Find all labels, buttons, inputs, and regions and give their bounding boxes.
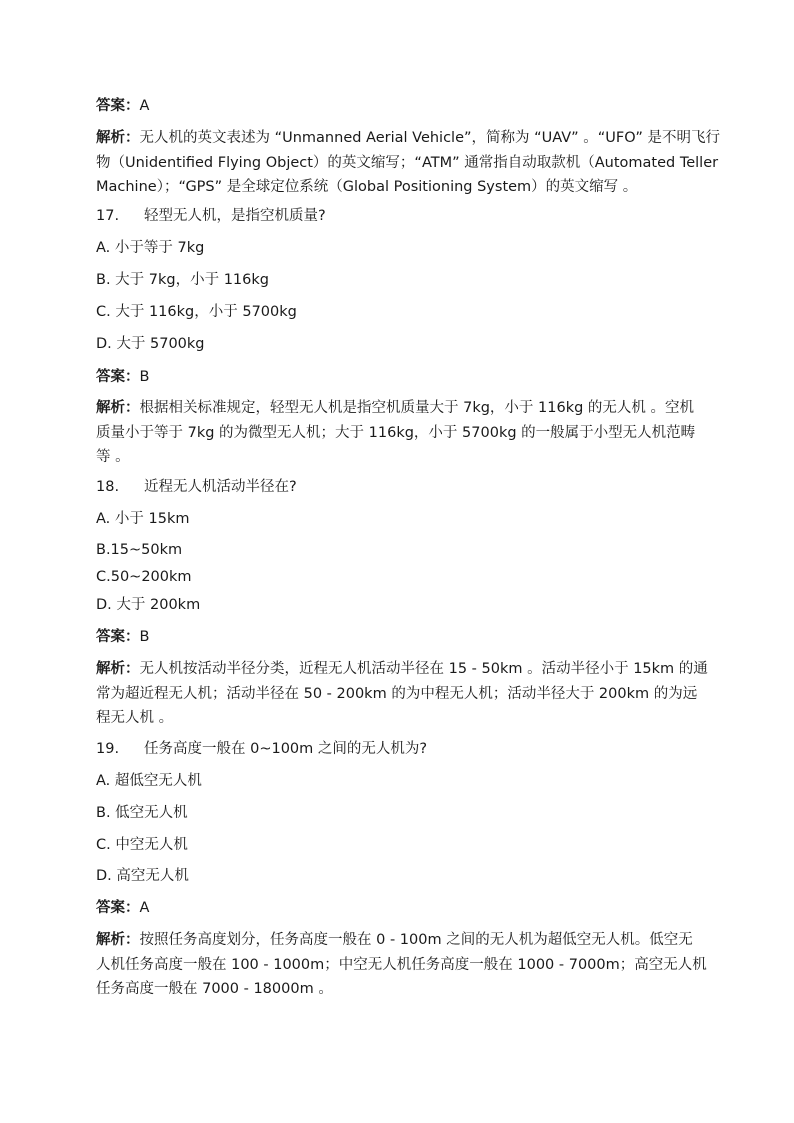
- option-d: D. 大于 200km: [96, 597, 201, 613]
- option-b: B. 大于 7kg，小于 116kg: [96, 272, 269, 288]
- analysis-line: 解析：无人机按活动半径分类，近程无人机活动半径在 15 - 50km 。活动半径小于 15km 的通: [96, 661, 708, 677]
- option-b: B. 低空无人机: [96, 805, 188, 821]
- answer-line: 答案：B: [96, 629, 150, 645]
- analysis-line: 任务高度一般在 7000 - 18000m 。: [96, 981, 333, 997]
- analysis-block: [96, 657, 708, 731]
- answer-value: B: [139, 369, 150, 385]
- question-number: 19.: [96, 741, 120, 757]
- option-d: D. 高空无人机: [96, 868, 189, 884]
- analysis-label: 解析: [96, 661, 125, 677]
- question-number: 17.: [96, 208, 120, 224]
- option-c: C.50~200km: [96, 569, 192, 585]
- analysis-block: [96, 396, 695, 470]
- answer-value: A: [139, 900, 150, 916]
- answer-value: B: [139, 629, 150, 645]
- analysis-line: 解析：根据相关标准规定，轻型无人机是指空机质量大于 7kg，小于 116kg 的无人机 。空机: [96, 400, 695, 416]
- option-a: A. 超低空无人机: [96, 773, 202, 789]
- answer-line: 答案：A: [96, 98, 150, 114]
- analysis-line: 人机任务高度一般在 100 - 1000m；中空无人机任务高度一般在 1000 - 7000m；高空无人机: [96, 956, 707, 973]
- question-19: [96, 737, 427, 762]
- answer-label: 答案: [96, 900, 125, 916]
- question-18: [96, 475, 297, 500]
- answer-label: 答案: [96, 629, 125, 645]
- analysis-label: 解析: [96, 130, 125, 146]
- option-b: B.15~50km: [96, 542, 183, 558]
- option-d: D. 大于 5700kg: [96, 336, 205, 352]
- analysis-block: [96, 126, 720, 200]
- analysis-line: 解析：无人机的英文表述为 “Unmanned Aerial Vehicle”，简称为 “UAV” 。“UFO” 是不明飞行: [96, 130, 721, 146]
- analysis-line: 质量小于等于 7kg 的为微型无人机；大于 116kg，小于 5700kg 的一般属于小型无人机范畴: [96, 424, 696, 441]
- analysis-label: 解析: [96, 932, 125, 948]
- option-a: A. 小于 15km: [96, 511, 190, 527]
- analysis-line: 等 。: [96, 449, 130, 465]
- answer-line: 答案：B: [96, 369, 150, 385]
- analysis-line: Machine）；“GPS” 是全球定位系统（Global Positioning System）的英文缩写 。: [96, 179, 638, 195]
- answer-value: A: [139, 98, 150, 114]
- question-text: 近程无人机活动半径在?: [144, 479, 297, 495]
- answer-label: 答案: [96, 98, 125, 114]
- option-a: A. 小于等于 7kg: [96, 240, 205, 256]
- question-number: 18.: [96, 479, 120, 495]
- analysis-line: 常为超近程无人机；活动半径在 50 - 200km 的为中程无人机；活动半径大于 200km 的为远: [96, 685, 698, 702]
- question-text: 轻型无人机，是指空机质量?: [144, 208, 326, 224]
- analysis-line: 解析：按照任务高度划分，任务高度一般在 0 - 100m 之间的无人机为超低空无人机。低空无: [96, 932, 693, 948]
- analysis-line: 程无人机 。: [96, 710, 174, 726]
- option-c: C. 中空无人机: [96, 837, 188, 853]
- option-c: C. 大于 116kg，小于 5700kg: [96, 304, 297, 320]
- question-17: [96, 204, 326, 229]
- answer-line: 答案：A: [96, 900, 150, 916]
- analysis-label: 解析: [96, 400, 125, 416]
- answer-label: 答案: [96, 369, 125, 385]
- analysis-block: [96, 928, 707, 1002]
- analysis-line: 物（Unidentified Flying Object）的英文缩写；“ATM” 通常指自动取款机（Automated Teller: [96, 154, 719, 171]
- question-text: 任务高度一般在 0~100m 之间的无人机为?: [144, 741, 428, 757]
